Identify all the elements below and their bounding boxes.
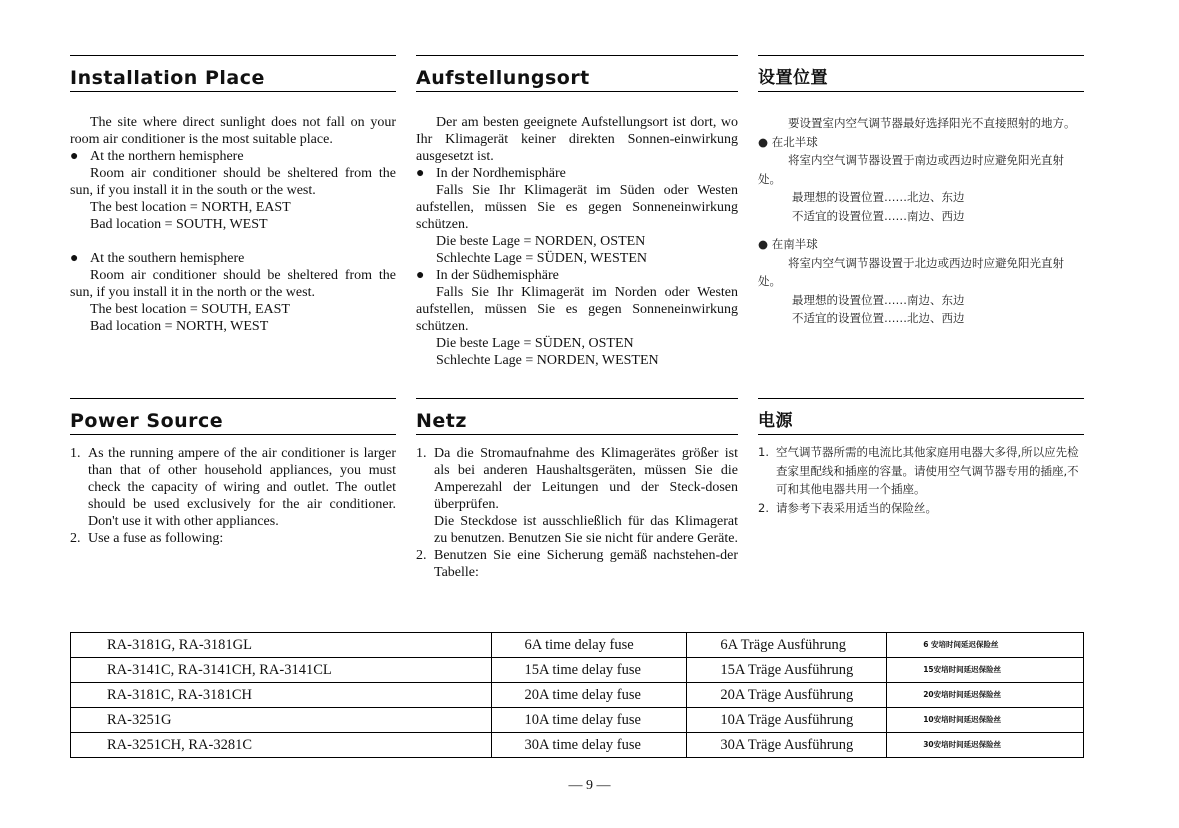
model-cell: RA-3141C, RA-3141CH, RA-3141CL bbox=[71, 658, 492, 683]
section-title: 电源 bbox=[758, 411, 793, 431]
model-cell: RA-3181C, RA-3181CH bbox=[71, 683, 492, 708]
body-text: Room air conditioner should be sheltered from the sun, if you install it in the north or the west. bbox=[70, 268, 396, 300]
bullet-heading: In der Nordhemisphäre bbox=[436, 166, 566, 181]
list-item: Da die Stromaufnahme des Klimagerätes größer ist als bei anderen Haushaltsgeräten, müssen Sie die Amperezahl der Leitungen und der Steck-dosen überprüfen. bbox=[434, 446, 738, 512]
list-number: 2. bbox=[70, 531, 81, 546]
bullet: ● bbox=[758, 237, 769, 251]
list-item: Die Steckdose ist ausschließlich für das Klimagerat zu benutzen. Benutzen Sie sie nicht für andere Geräte. bbox=[434, 514, 738, 546]
power-en bbox=[70, 398, 396, 547]
power-zh bbox=[758, 398, 1084, 517]
fuse-zh-cell: 15安培时间延迟保险丝 bbox=[887, 658, 1084, 683]
installation-en bbox=[70, 55, 396, 335]
installation-zh bbox=[758, 55, 1084, 328]
fuse-en-cell: 6A time delay fuse bbox=[491, 633, 687, 658]
bad-location: 不适宜的设置位置……北边、西边 bbox=[792, 311, 965, 325]
fuse-en-cell: 10A time delay fuse bbox=[491, 708, 687, 733]
table-row bbox=[71, 683, 1084, 708]
body-text: 将室内空气调节器设置于北边或西边时应避免阳光直射处。 bbox=[758, 255, 1064, 288]
section-title: 设置位置 bbox=[758, 68, 828, 88]
table-row bbox=[71, 658, 1084, 683]
model-cell: RA-3181G, RA-3181GL bbox=[71, 633, 492, 658]
page-number: — 9 — bbox=[568, 778, 611, 793]
list-item: 空气调节器所需的电流比其他家庭用电器大多得,所以应先检查家里配线和插座的容量。请使用空气调节器专用的插座,不可和其他电器共用一个插座。 bbox=[776, 445, 1079, 496]
list-item: 请参考下表采用适当的保险丝。 bbox=[776, 500, 937, 515]
fuse-zh-cell: 20安培时间延迟保险丝 bbox=[887, 683, 1084, 708]
power-de bbox=[416, 398, 738, 581]
fuse-de-cell: 6A Träge Ausführung bbox=[687, 633, 887, 658]
best-location: The best location = SOUTH, EAST bbox=[90, 302, 290, 317]
list-number: 1. bbox=[70, 446, 81, 461]
list-item: As the running ampere of the air conditioner is larger than that of other household appliances, you must check the capacity of wiring and outlet. The outlet should be used exclusively for the air conditioner. Don't use it with other appliances. bbox=[88, 446, 396, 529]
bullet-heading: 在北半球 bbox=[771, 134, 818, 149]
table-row bbox=[71, 633, 1084, 658]
body-text: Falls Sie Ihr Klimagerät im Süden oder Westen aufstellen, müssen Sie es gegen Sonneneinwirkung schützen. bbox=[416, 183, 738, 232]
list-number: 2. bbox=[758, 500, 769, 515]
list-number: 1. bbox=[758, 445, 769, 459]
section-title: Installation Place bbox=[70, 67, 265, 89]
fuse-de-cell: 10A Träge Ausführung bbox=[687, 708, 887, 733]
intro-text: 要设置室内空气调节器最好选择阳光不直接照射的地方。 bbox=[788, 116, 1076, 130]
fuse-de-cell: 20A Träge Ausführung bbox=[687, 683, 887, 708]
model-cell: RA-3251G bbox=[71, 708, 492, 733]
bullet-heading: In der Südhemisphäre bbox=[436, 268, 559, 283]
installation-de bbox=[416, 55, 738, 369]
best-location: 最理想的设置位置……南边、东边 bbox=[792, 292, 965, 307]
table-row bbox=[71, 733, 1084, 758]
fuse-de-cell: 30A Träge Ausführung bbox=[687, 733, 887, 758]
fuse-table bbox=[70, 632, 1084, 758]
best-location: Die beste Lage = NORDEN, OSTEN bbox=[436, 234, 646, 249]
best-location: Die beste Lage = SÜDEN, OSTEN bbox=[436, 336, 634, 351]
bullet: ● bbox=[416, 268, 425, 283]
bullet-heading: 在南半球 bbox=[771, 237, 818, 251]
section-title: Power Source bbox=[70, 410, 224, 432]
list-item: Use a fuse as following: bbox=[88, 531, 224, 546]
body-text: 将室内空气调节器设置于南边或西边时应避免阳光直射处。 bbox=[758, 153, 1064, 186]
list-number: 2. bbox=[416, 548, 427, 563]
model-cell: RA-3251CH, RA-3281C bbox=[71, 733, 492, 758]
body-text: Room air conditioner should be sheltered from the sun, if you install it in the south or the west. bbox=[70, 166, 396, 198]
bad-location: Schlechte Lage = SÜDEN, WESTEN bbox=[436, 251, 647, 266]
bullet: ● bbox=[70, 149, 79, 164]
bullet: ● bbox=[70, 251, 79, 266]
fuse-de-cell: 15A Träge Ausführung bbox=[687, 658, 887, 683]
fuse-en-cell: 15A time delay fuse bbox=[491, 658, 687, 683]
intro-text: Der am besten geeignete Aufstellungsort ist dort, wo Ihr Klimagerät keiner direkten Sonnen-einwirkung ausgesetzt ist. bbox=[416, 115, 738, 164]
bullet: ● bbox=[758, 134, 769, 149]
best-location: The best location = NORTH, EAST bbox=[90, 200, 291, 215]
section-title: Aufstellungsort bbox=[416, 67, 590, 89]
bad-location: Schlechte Lage = NORDEN, WESTEN bbox=[436, 353, 659, 368]
intro-text: The site where direct sunlight does not fall on your room air conditioner is the most suitable place. bbox=[70, 115, 396, 147]
best-location: 最理想的设置位置……北边、东边 bbox=[792, 190, 965, 204]
fuse-en-cell: 30A time delay fuse bbox=[491, 733, 687, 758]
bad-location: Bad location = NORTH, WEST bbox=[90, 319, 269, 334]
body-text: Falls Sie Ihr Klimagerät im Norden oder Westen aufstellen, müssen Sie es gegen Sonneneinwirkung schützen. bbox=[416, 285, 738, 334]
list-number: 1. bbox=[416, 446, 427, 461]
bullet-heading: At the southern hemisphere bbox=[90, 251, 245, 266]
bad-location: 不适宜的设置位置……南边、西边 bbox=[792, 208, 965, 223]
bullet: ● bbox=[416, 166, 425, 181]
bad-location: Bad location = SOUTH, WEST bbox=[90, 217, 268, 232]
fuse-zh-cell: 6 安培时间延迟保险丝 bbox=[887, 633, 1084, 658]
fuse-zh-cell: 30安培时间延迟保险丝 bbox=[887, 733, 1084, 758]
fuse-en-cell: 20A time delay fuse bbox=[491, 683, 687, 708]
bullet-heading: At the northern hemisphere bbox=[90, 149, 244, 164]
list-item: Benutzen Sie eine Sicherung gemäß nachstehen-der Tabelle: bbox=[434, 548, 738, 580]
table-row bbox=[71, 708, 1084, 733]
section-title: Netz bbox=[416, 410, 467, 432]
fuse-zh-cell: 10安培时间延迟保险丝 bbox=[887, 708, 1084, 733]
